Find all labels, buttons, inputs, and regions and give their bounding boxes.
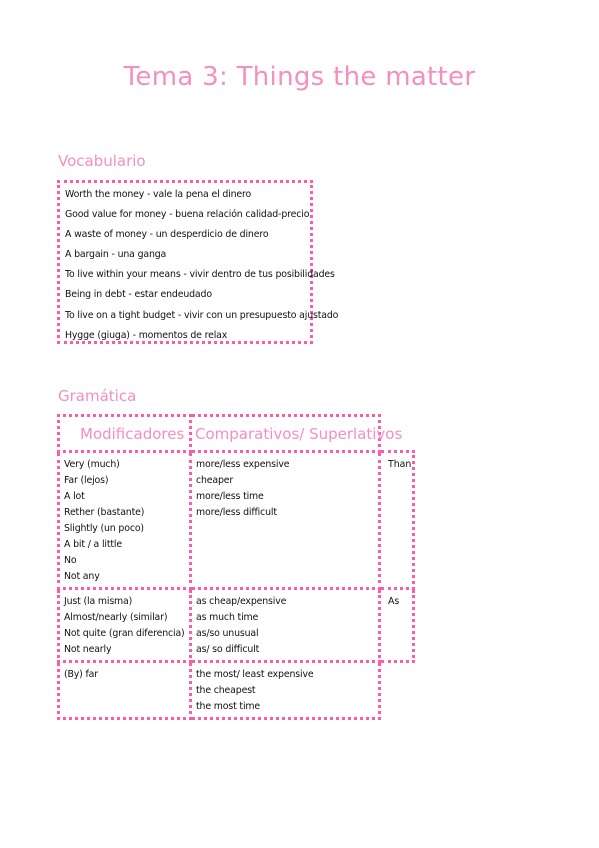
comparative-item: more/less difficult — [196, 507, 277, 518]
modifier-item: No — [64, 555, 77, 566]
side-label-than: Than — [388, 459, 412, 470]
modifier-item: Almost/nearly (similar) — [64, 612, 168, 623]
vocabulary-item: A waste of money - un desperdicio de dinero — [65, 229, 269, 241]
modifier-item: Slightly (un poco) — [64, 523, 144, 534]
modifier-item: Very (much) — [64, 459, 120, 470]
modifier-item: A lot — [64, 491, 85, 502]
table-row-3-modifiers — [57, 663, 192, 720]
vocabulary-item: Being in debt - estar endeudado — [65, 289, 212, 301]
vocabulary-heading: Vocabulario — [58, 152, 146, 170]
vocabulary-item: Hygge (giuga) - momentos de relax — [65, 329, 228, 341]
modifier-item: Not quite (gran diferencia) — [64, 628, 185, 639]
table-row-2-side — [381, 590, 415, 663]
comparative-item: as/so unusual — [196, 628, 259, 639]
modifier-item: Not any — [64, 571, 100, 582]
modifier-item: Rether (bastante) — [64, 507, 145, 518]
vocabulary-item: To live on a tight budget - vivir con un presupuesto ajustado — [65, 309, 339, 321]
modifier-item: Far (lejos) — [64, 475, 109, 486]
grammar-heading: Gramática — [58, 387, 137, 405]
header-comparatives: Comparativos/ Superlativos — [195, 425, 403, 443]
modifier-item: Not nearly — [64, 644, 112, 655]
vocabulary-item: To live within your means - vivir dentro de tus posibilidades — [65, 269, 335, 281]
comparative-item: more/less expensive — [196, 459, 290, 470]
vocabulary-item: Good value for money - buena relación calidad-precio — [65, 209, 310, 221]
vocabulary-item: Worth the money - vale la pena el dinero — [65, 189, 252, 200]
comparative-item: cheaper — [196, 475, 234, 486]
header-cell-comparatives — [192, 414, 403, 453]
page-title: Tema 3: Things the matter — [123, 62, 476, 92]
table-row-1-modifiers — [57, 453, 192, 590]
table-row-1-comparatives — [192, 453, 381, 590]
comparative-item: as/ so difficult — [196, 644, 260, 655]
comparative-item: the cheapest — [196, 685, 256, 696]
header-cell-modifiers — [57, 414, 192, 453]
comparative-item: as cheap/expensive — [196, 596, 287, 607]
comparative-item: more/less time — [196, 491, 264, 502]
table-row-1-side — [381, 450, 415, 590]
comparative-item: the most/ least expensive — [196, 669, 314, 680]
modifier-item: (By) far — [64, 669, 98, 680]
vocabulary-item: A bargain - una ganga — [65, 249, 167, 261]
table-row-2-modifiers — [57, 590, 192, 663]
comparative-item: as much time — [196, 612, 259, 623]
modifier-item: Just (la misma) — [64, 596, 133, 607]
comparative-item: the most time — [196, 701, 261, 712]
header-modifiers: Modificadores — [80, 425, 185, 443]
table-row-2-comparatives — [192, 590, 381, 663]
vocabulary-box — [57, 180, 339, 344]
table-row-3-comparatives — [192, 663, 381, 720]
side-label-as: As — [388, 596, 400, 607]
modifier-item: A bit / a little — [64, 539, 123, 550]
